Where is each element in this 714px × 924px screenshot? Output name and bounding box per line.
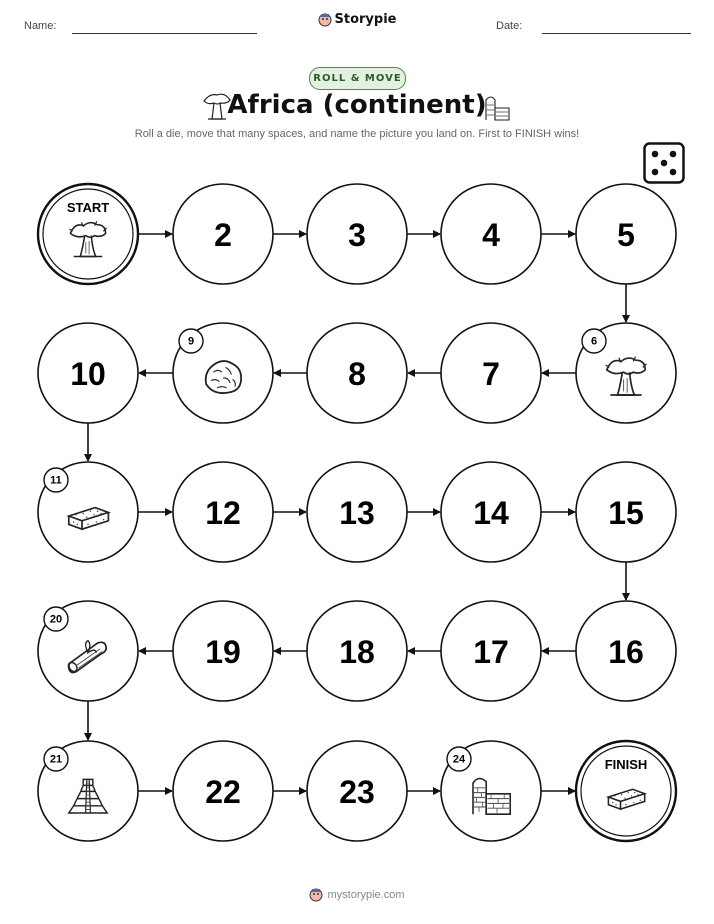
space-5 bbox=[576, 184, 676, 284]
space-number: 9 bbox=[187, 335, 195, 348]
space-number: 5 bbox=[617, 217, 635, 253]
space-10 bbox=[38, 323, 138, 423]
space-25 bbox=[576, 741, 676, 841]
space-8 bbox=[307, 323, 407, 423]
space-number: 15 bbox=[608, 495, 644, 531]
board-spaces bbox=[38, 184, 676, 841]
space-20 bbox=[38, 601, 138, 701]
space-13 bbox=[307, 462, 407, 562]
space-number: 20 bbox=[49, 613, 63, 626]
space-number: 13 bbox=[339, 495, 375, 531]
space-number: 16 bbox=[608, 634, 644, 670]
space-19 bbox=[173, 601, 273, 701]
space-16 bbox=[576, 601, 676, 701]
space-number: 7 bbox=[482, 356, 500, 392]
space-21 bbox=[38, 741, 138, 841]
space-number: 11 bbox=[50, 474, 62, 487]
space-number: 12 bbox=[205, 495, 241, 531]
storypie-logo-icon bbox=[309, 888, 323, 902]
space-number: 3 bbox=[348, 217, 366, 253]
space-number: 4 bbox=[482, 217, 500, 253]
space-number: 22 bbox=[205, 774, 241, 810]
space-number: 24 bbox=[452, 753, 466, 766]
space-number: 17 bbox=[473, 634, 509, 670]
footer bbox=[0, 888, 714, 902]
date-label: Date: bbox=[496, 20, 523, 32]
space-9 bbox=[173, 323, 273, 423]
space-number: 19 bbox=[205, 634, 241, 670]
space-number: 21 bbox=[49, 753, 63, 766]
finish-label: FINISH bbox=[604, 757, 648, 772]
space-22 bbox=[173, 741, 273, 841]
start-label: START bbox=[66, 200, 110, 215]
page-title: Africa (continent) bbox=[227, 90, 487, 120]
instructions: Roll a die, move that many spaces, and name the picture you land on. First to FINISH wins! bbox=[134, 128, 580, 140]
space-6 bbox=[576, 323, 676, 423]
space-7 bbox=[441, 323, 541, 423]
space-3 bbox=[307, 184, 407, 284]
footer-url[interactable]: mystorypie.com bbox=[327, 888, 405, 901]
space-2 bbox=[173, 184, 273, 284]
space-15 bbox=[576, 462, 676, 562]
space-4 bbox=[441, 184, 541, 284]
space-1 bbox=[38, 184, 138, 284]
space-11 bbox=[38, 462, 138, 562]
space-24 bbox=[441, 741, 541, 841]
brand-name: Storypie bbox=[334, 12, 397, 27]
space-14 bbox=[441, 462, 541, 562]
space-number: 8 bbox=[348, 356, 366, 392]
name-label: Name: bbox=[24, 20, 57, 32]
space-17 bbox=[441, 601, 541, 701]
game-type-badge: ROLL & MOVE bbox=[309, 67, 406, 90]
space-number: 18 bbox=[339, 634, 375, 670]
space-23 bbox=[307, 741, 407, 841]
space-number: 23 bbox=[339, 774, 375, 810]
space-12 bbox=[173, 462, 273, 562]
space-number: 2 bbox=[214, 217, 232, 253]
space-number: 14 bbox=[473, 495, 509, 531]
space-number: 10 bbox=[70, 356, 106, 392]
space-18 bbox=[307, 601, 407, 701]
space-number: 6 bbox=[590, 335, 598, 348]
